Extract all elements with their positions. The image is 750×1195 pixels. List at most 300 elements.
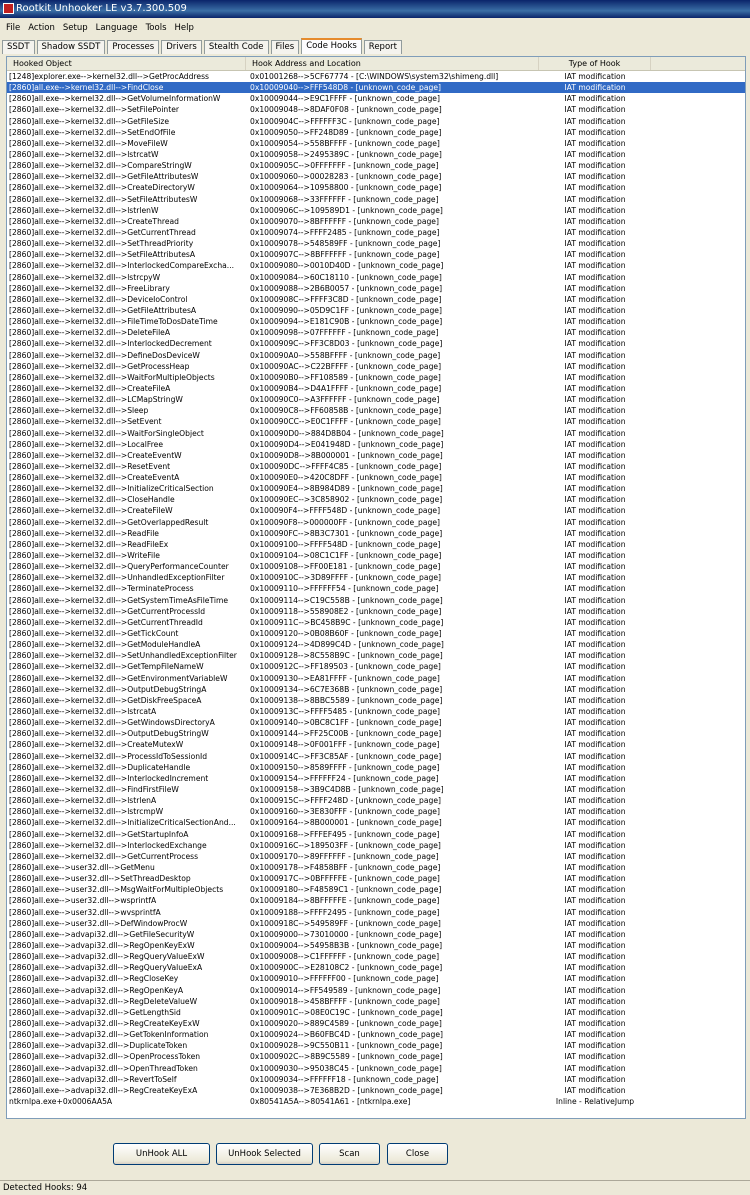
hooked-object-cell: [2860]all.exe-->user32.dll-->GetMenu — [9, 862, 155, 872]
hook-type-cell: IAT modification — [564, 996, 626, 1006]
hook-type-cell: IAT modification — [564, 974, 626, 984]
hook-address-cell: 0x10009040-->FFF548D8 - [unknown_code_page] — [250, 83, 441, 93]
hook-address-cell: 0x10009100-->FFFF548D - [unknown_code_page] — [250, 539, 441, 549]
hooked-object-cell: [2860]all.exe-->kernel32.dll-->MoveFileW — [9, 138, 168, 148]
hook-address-cell: 0x10009050-->FF248D89 - [unknown_code_page] — [250, 127, 442, 137]
hook-address-cell: 0x10009028-->9C550B11 - [unknown_code_page] — [250, 1041, 443, 1051]
hooked-object-cell: [2860]all.exe-->kernel32.dll-->InterlockedExchange — [9, 840, 207, 850]
table-row[interactable] — [7, 138, 745, 149]
table-row[interactable] — [7, 216, 745, 227]
table-row[interactable] — [7, 405, 745, 416]
hook-type-cell: IAT modification — [564, 862, 626, 872]
hook-address-cell: 0x1000917C-->0BFFFFFE - [unknown_code_page] — [250, 874, 440, 884]
hook-address-cell: 0x10009128-->8C558B9C - [unknown_code_page] — [250, 651, 443, 661]
tab-code-hooks[interactable]: Code Hooks — [301, 38, 362, 54]
hook-address-cell: 0x100090F4-->FFFF548D - [unknown_code_page] — [250, 506, 441, 516]
hook-address-cell: 0x1000915C-->FFFF248D - [unknown_code_page] — [250, 796, 441, 806]
hook-address-cell: 0x10009018-->458BFFFF - [unknown_code_page] — [250, 996, 440, 1006]
hook-address-cell: 0x10009090-->05D9C1FF - [unknown_code_page] — [250, 305, 442, 315]
table-row[interactable] — [7, 650, 745, 661]
table-row[interactable] — [7, 528, 745, 539]
hook-address-cell: 0x10009064-->10958800 - [unknown_code_page] — [250, 183, 442, 193]
hooked-object-cell: [2860]all.exe-->user32.dll-->SetThreadDesktop — [9, 874, 191, 884]
table-row[interactable] — [7, 82, 745, 93]
hooked-object-cell: [2860]all.exe-->kernel32.dll-->GetFileSize — [9, 116, 170, 126]
hooked-object-cell: [2860]all.exe-->kernel32.dll-->CreateEventW — [9, 450, 182, 460]
hook-type-cell: IAT modification — [564, 851, 626, 861]
hook-address-cell: 0x10009098-->07FFFFFF - [unknown_code_page] — [250, 328, 439, 338]
hook-address-cell: 0x10009054-->558BFFFF - [unknown_code_page] — [250, 138, 440, 148]
hook-type-cell: IAT modification — [564, 573, 626, 583]
menu-tools[interactable]: Tools — [145, 23, 167, 33]
hooked-object-cell: [2860]all.exe-->kernel32.dll-->GetCurrentThread — [9, 227, 196, 237]
hook-address-cell: 0x80541A5A-->80541A61 - [ntkrnlpa.exe] — [250, 1096, 411, 1106]
hook-type-cell: IAT modification — [564, 428, 626, 438]
hooked-object-cell: [2860]all.exe-->kernel32.dll-->lstrlenW — [9, 205, 159, 215]
table-row[interactable] — [7, 661, 745, 672]
table-row[interactable] — [7, 249, 745, 260]
table-row[interactable] — [7, 194, 745, 205]
hooked-object-cell: [2860]all.exe-->kernel32.dll-->InitializeCriticalSectionAnd... — [9, 818, 236, 828]
table-row[interactable] — [7, 160, 745, 171]
table-row[interactable] — [7, 873, 745, 884]
hook-address-cell: 0x100090EC-->3C858902 - [unknown_code_page] — [250, 495, 443, 505]
table-row[interactable] — [7, 505, 745, 516]
table-row[interactable] — [7, 884, 745, 895]
table-row[interactable] — [7, 372, 745, 383]
menu-language[interactable]: Language — [95, 23, 138, 33]
hooked-object-cell: [2860]all.exe-->kernel32.dll-->FreeLibrary — [9, 283, 170, 293]
hooked-object-cell: [2860]all.exe-->kernel32.dll-->DeviceIoControl — [9, 294, 188, 304]
hook-type-cell: IAT modification — [564, 1085, 626, 1095]
table-row[interactable] — [7, 907, 745, 918]
hook-type-cell: IAT modification — [564, 161, 626, 171]
table-row[interactable] — [7, 706, 745, 717]
table-row[interactable] — [7, 862, 745, 873]
hook-address-cell: 0x10009048-->8DAF0F08 - [unknown_code_page] — [250, 105, 442, 115]
hook-type-cell: IAT modification — [564, 606, 626, 616]
hook-address-cell: 0x10009030-->95038C45 - [unknown_code_page] — [250, 1063, 442, 1073]
table-row[interactable] — [7, 227, 745, 238]
table-row[interactable] — [7, 1096, 745, 1107]
hooked-object-cell: [2860]all.exe-->kernel32.dll-->CreateEventA — [9, 473, 180, 483]
hook-type-cell: IAT modification — [564, 617, 626, 627]
hooked-object-cell: [2860]all.exe-->kernel32.dll-->TerminateProcess — [9, 584, 194, 594]
table-row[interactable] — [7, 260, 745, 271]
unhook-selected-button[interactable]: UnHook Selected — [216, 1143, 313, 1165]
hooked-object-cell: [2860]all.exe-->kernel32.dll-->InterlockedIncrement — [9, 773, 209, 783]
tab-report[interactable]: Report — [364, 40, 402, 54]
table-row[interactable] — [7, 517, 745, 528]
table-row[interactable] — [7, 116, 745, 127]
hook-type-cell: Inline - RelativeJump — [555, 1096, 635, 1106]
hook-type-cell: IAT modification — [564, 952, 626, 962]
table-row[interactable] — [7, 572, 745, 583]
status-text: Detected Hooks: 94 — [3, 1183, 88, 1193]
hook-address-cell: 0x10009058-->2495389C - [unknown_code_page] — [250, 149, 442, 159]
hook-type-cell: IAT modification — [564, 83, 626, 93]
hooked-object-cell: [2860]all.exe-->kernel32.dll-->GetTickCount — [9, 629, 179, 639]
hooked-object-cell: [2860]all.exe-->kernel32.dll-->WaitForMultipleObjects — [9, 372, 215, 382]
hook-address-cell: 0x10009070-->8BFFFFFF - [unknown_code_page] — [250, 216, 439, 226]
table-row[interactable] — [7, 171, 745, 182]
hook-type-cell: IAT modification — [564, 785, 626, 794]
hook-address-cell: 0x10009060-->00028283 - [unknown_code_page] — [250, 172, 442, 182]
hook-type-cell: IAT modification — [564, 918, 626, 928]
table-row[interactable] — [7, 639, 745, 650]
table-row[interactable] — [7, 494, 745, 505]
tab-processes[interactable]: Processes — [107, 40, 159, 54]
hooked-object-cell: [2860]all.exe-->kernel32.dll-->GetCurrentProcess — [9, 851, 199, 861]
table-row[interactable] — [7, 583, 745, 594]
hooked-object-cell: [2860]all.exe-->kernel32.dll-->Sleep — [9, 406, 149, 416]
hook-type-cell: IAT modification — [564, 227, 626, 237]
table-row[interactable] — [7, 428, 745, 439]
table-row[interactable] — [7, 450, 745, 461]
column-hooked-object[interactable]: Hooked Object — [7, 57, 246, 70]
title-bar — [0, 0, 750, 18]
hook-address-cell: 0x100090D4-->E041948D - [unknown_code_page] — [250, 439, 444, 449]
table-row[interactable] — [7, 684, 745, 695]
hooked-object-cell: [2860]all.exe-->kernel32.dll-->WriteFile — [9, 551, 160, 561]
hooked-object-cell: [2860]all.exe-->kernel32.dll-->SetEndOfFile — [9, 127, 176, 137]
hooked-object-cell: [2860]all.exe-->kernel32.dll-->GetTempFileNameW — [9, 662, 204, 672]
table-row[interactable] — [7, 338, 745, 349]
table-row[interactable] — [7, 1051, 745, 1062]
hook-address-cell: 0x10009140-->0BC8C1FF - [unknown_code_page] — [250, 718, 442, 728]
hook-address-cell: 0x10009108-->FF00E181 - [unknown_code_page] — [250, 562, 441, 572]
hook-type-cell: IAT modification — [564, 796, 626, 806]
close-button[interactable]: Close — [387, 1143, 448, 1165]
table-row[interactable] — [7, 973, 745, 984]
hook-type-cell: IAT modification — [564, 406, 626, 416]
hook-address-cell: 0x10009148-->0F001FFF - [unknown_code_page] — [250, 740, 440, 750]
hooked-object-cell: [2860]all.exe-->kernel32.dll-->UnhandledExceptionFilter — [9, 573, 225, 583]
table-row[interactable] — [7, 127, 745, 138]
table-row[interactable] — [7, 316, 745, 327]
hook-address-cell: 0x10009088-->2B6B0057 - [unknown_code_page] — [250, 283, 443, 293]
hook-type-cell: IAT modification — [564, 829, 626, 839]
table-row[interactable] — [7, 305, 745, 316]
hooked-object-cell: [2860]all.exe-->user32.dll-->wsprintfA — [9, 896, 157, 906]
table-row[interactable] — [7, 996, 745, 1007]
table-row[interactable] — [7, 606, 745, 617]
hook-type-cell: IAT modification — [564, 305, 626, 315]
hooked-object-cell: [2860]all.exe-->kernel32.dll-->CloseHandle — [9, 495, 175, 505]
menu-file[interactable]: File — [6, 23, 21, 33]
table-row[interactable] — [7, 149, 745, 160]
hooked-object-cell: [2860]all.exe-->kernel32.dll-->FileTimeToDosDateTime — [9, 317, 218, 327]
tab-strip — [2, 38, 404, 54]
table-row[interactable] — [7, 182, 745, 193]
hook-address-cell: 0x1000911C-->BC458B9C - [unknown_code_page] — [250, 617, 444, 627]
hook-type-cell: IAT modification — [564, 461, 626, 471]
hook-type-cell: IAT modification — [564, 762, 626, 772]
hook-type-cell: IAT modification — [564, 662, 626, 672]
hooked-object-cell: [2860]all.exe-->kernel32.dll-->lstrlenA — [9, 796, 157, 806]
hooked-object-cell: [2860]all.exe-->kernel32.dll-->InterlockedDecrement — [9, 339, 212, 349]
hook-address-cell: 0x10009074-->FFFF2485 - [unknown_code_page] — [250, 227, 440, 237]
table-row[interactable] — [7, 762, 745, 773]
table-row[interactable] — [7, 695, 745, 706]
table-row[interactable] — [7, 1085, 745, 1096]
hook-type-cell: IAT modification — [564, 707, 626, 717]
table-row[interactable] — [7, 439, 745, 450]
hooked-object-cell: [2860]all.exe-->kernel32.dll-->CompareStringW — [9, 161, 192, 171]
table-row[interactable] — [7, 1074, 745, 1085]
table-row[interactable] — [7, 829, 745, 840]
hooked-object-cell: [2860]all.exe-->advapi32.dll-->RegDeleteValueW — [9, 996, 198, 1006]
hook-type-cell: IAT modification — [564, 985, 626, 995]
hook-type-cell: IAT modification — [564, 963, 626, 973]
hooked-object-cell: [2860]all.exe-->kernel32.dll-->GetProcessHeap — [9, 361, 190, 371]
hooked-object-cell: [2860]all.exe-->advapi32.dll-->GetFileSecurityW — [9, 929, 195, 939]
hook-address-cell: 0x10009114-->C19C558B - [unknown_code_page] — [250, 595, 443, 605]
hook-address-cell: 0x10009178-->F4858BFF - [unknown_code_page] — [250, 862, 441, 872]
table-row[interactable] — [7, 205, 745, 216]
menu-setup[interactable]: Setup — [62, 23, 88, 33]
hooked-object-cell: [2860]all.exe-->kernel32.dll-->ResetEvent — [9, 461, 171, 471]
hook-address-cell: 0x10009124-->4D899C4D - [unknown_code_page] — [250, 640, 444, 650]
table-row[interactable] — [7, 673, 745, 684]
table-row[interactable] — [7, 628, 745, 639]
hook-type-cell: IAT modification — [564, 1074, 626, 1084]
table-row[interactable] — [7, 728, 745, 739]
hook-address-cell: 0x100090E4-->8B984D89 - [unknown_code_page] — [250, 484, 443, 494]
hooked-object-cell: [2860]all.exe-->user32.dll-->DefWindowProcW — [9, 918, 188, 928]
hook-type-cell: IAT modification — [564, 1018, 626, 1028]
unhook-all-button[interactable]: UnHook ALL — [113, 1143, 210, 1165]
hooked-object-cell: [2860]all.exe-->advapi32.dll-->RegCreateKeyExW — [9, 1018, 200, 1028]
table-row[interactable] — [7, 773, 745, 784]
table-row[interactable] — [7, 1063, 745, 1074]
tab-files[interactable]: Files — [271, 40, 300, 54]
table-row[interactable] — [7, 851, 745, 862]
hooked-object-cell: [2860]all.exe-->kernel32.dll-->OutputDebugStringA — [9, 684, 207, 694]
hooked-object-cell: [1248]explorer.exe-->kernel32.dll-->GetProcAddress — [9, 72, 209, 81]
table-row[interactable] — [7, 940, 745, 951]
hooked-object-cell: [2860]all.exe-->kernel32.dll-->GetOverlappedResult — [9, 517, 209, 527]
table-row[interactable] — [7, 1029, 745, 1040]
table-row[interactable] — [7, 795, 745, 806]
tab-drivers[interactable]: Drivers — [161, 40, 202, 54]
hook-type-cell: IAT modification — [564, 1041, 626, 1051]
hooked-object-cell: [2860]all.exe-->kernel32.dll-->FindFirstFileW — [9, 785, 179, 794]
hook-type-cell: IAT modification — [564, 584, 626, 594]
hook-address-cell: 0x10009158-->3B9C4D8B - [unknown_code_page] — [250, 785, 444, 794]
hook-type-cell: IAT modification — [564, 94, 626, 104]
table-row[interactable] — [7, 238, 745, 249]
table-row[interactable] — [7, 461, 745, 472]
hook-type-cell: IAT modification — [564, 484, 626, 494]
hook-address-cell: 0x100090AC-->C22BFFFF - [unknown_code_page] — [250, 361, 442, 371]
hooked-object-cell: [2860]all.exe-->kernel32.dll-->QueryPerformanceCounter — [9, 562, 229, 572]
hook-address-cell: 0x10009034-->FFFFFF18 - [unknown_code_page] — [250, 1074, 439, 1084]
hook-type-cell: IAT modification — [564, 127, 626, 137]
tab-shadow-ssdt[interactable]: Shadow SSDT — [37, 40, 106, 54]
table-row[interactable] — [7, 327, 745, 338]
table-row[interactable] — [7, 806, 745, 817]
hook-type-cell: IAT modification — [564, 673, 626, 683]
hook-type-cell: IAT modification — [564, 1007, 626, 1017]
hook-address-cell: 0x10009150-->8589FFFF - [unknown_code_page] — [250, 762, 440, 772]
hook-type-cell: IAT modification — [564, 261, 626, 271]
hook-type-cell: IAT modification — [564, 216, 626, 226]
hooks-list[interactable] — [6, 56, 746, 1119]
table-row[interactable] — [7, 71, 745, 82]
hook-address-cell: 0x100090E0-->420C8DFF - [unknown_code_page] — [250, 473, 442, 483]
menu-bar — [0, 20, 750, 36]
hook-type-cell: IAT modification — [564, 629, 626, 639]
hooked-object-cell: [2860]all.exe-->kernel32.dll-->lstrcatA — [9, 707, 157, 717]
hook-type-cell: IAT modification — [564, 105, 626, 115]
hook-address-cell: 0x1000902C-->8B9C5589 - [unknown_code_page] — [250, 1052, 443, 1062]
hooked-object-cell: [2860]all.exe-->user32.dll-->MsgWaitForMultipleObjects — [9, 885, 224, 895]
hook-address-cell: 0x10009008-->C1FFFFFF - [unknown_code_page] — [250, 952, 440, 962]
table-row[interactable] — [7, 539, 745, 550]
hooked-object-cell: [2860]all.exe-->advapi32.dll-->OpenProcessToken — [9, 1052, 201, 1062]
table-row[interactable] — [7, 272, 745, 283]
table-row[interactable] — [7, 784, 745, 795]
hook-address-cell: 0x10009138-->8BBC5589 - [unknown_code_page] — [250, 695, 443, 705]
hooked-object-cell: [2860]all.exe-->kernel32.dll-->InterlockedCompareExcha... — [9, 261, 235, 271]
hooked-object-cell: [2860]all.exe-->kernel32.dll-->SetFileAttributesW — [9, 194, 198, 204]
table-row[interactable] — [7, 918, 745, 929]
table-row[interactable] — [7, 1040, 745, 1051]
table-row[interactable] — [7, 817, 745, 828]
hook-type-cell: IAT modification — [564, 907, 626, 917]
hooked-object-cell: [2860]all.exe-->kernel32.dll-->GetFileAttributesA — [9, 305, 197, 315]
hooked-object-cell: [2860]all.exe-->advapi32.dll-->RegOpenKeyExW — [9, 940, 195, 950]
menu-action[interactable]: Action — [28, 23, 55, 33]
tab-stealth-code[interactable]: Stealth Code — [204, 40, 269, 54]
button-bar — [0, 1143, 750, 1165]
hook-type-cell: IAT modification — [564, 1052, 626, 1062]
hook-type-cell: IAT modification — [564, 495, 626, 505]
table-row[interactable] — [7, 294, 745, 305]
table-row[interactable] — [7, 1018, 745, 1029]
hook-address-cell: 0x1000900C-->E28108C2 - [unknown_code_page] — [250, 963, 443, 973]
hooked-object-cell: [2860]all.exe-->kernel32.dll-->ReadFile — [9, 528, 159, 538]
hook-address-cell: 0x10009038-->7E368B2D - [unknown_code_page] — [250, 1085, 443, 1095]
hooked-object-cell: [2860]all.exe-->kernel32.dll-->DefineDosDeviceW — [9, 350, 200, 360]
hooked-object-cell: [2860]all.exe-->kernel32.dll-->SetFilePointer — [9, 105, 180, 115]
hooked-object-cell: [2860]all.exe-->kernel32.dll-->ReadFileEx — [9, 539, 169, 549]
table-row[interactable] — [7, 383, 745, 394]
hooked-object-cell: [2860]all.exe-->kernel32.dll-->DeleteFileA — [9, 328, 171, 338]
table-row[interactable] — [7, 617, 745, 628]
column-type-of-hook[interactable]: Type of Hook — [539, 57, 651, 70]
table-row[interactable] — [7, 739, 745, 750]
hook-type-cell: IAT modification — [564, 1030, 626, 1040]
table-row[interactable] — [7, 1007, 745, 1018]
table-row[interactable] — [7, 929, 745, 940]
hook-address-cell: 0x10009184-->8BFFFFFE - [unknown_code_page] — [250, 896, 440, 906]
hook-address-cell: 0x10009168-->FFFEF495 - [unknown_code_page] — [250, 829, 440, 839]
hook-type-cell: IAT modification — [564, 350, 626, 360]
hook-address-cell: 0x10009130-->EA81FFFF - [unknown_code_page] — [250, 673, 440, 683]
hook-type-cell: IAT modification — [564, 562, 626, 572]
table-row[interactable] — [7, 394, 745, 405]
table-row[interactable] — [7, 416, 745, 427]
hooked-object-cell: [2860]all.exe-->kernel32.dll-->CreateDirectoryW — [9, 183, 195, 193]
scan-button[interactable]: Scan — [319, 1143, 380, 1165]
hook-address-cell: 0x10009044-->E9C1FFFF - [unknown_code_page] — [250, 94, 440, 104]
hook-address-cell: 0x100090D8-->8B000001 - [unknown_code_page] — [250, 450, 443, 460]
hook-address-cell: 0x10009104-->08C1C1FF - [unknown_code_page] — [250, 551, 442, 561]
hook-address-cell: 0x10009094-->E181C90B - [unknown_code_page] — [250, 317, 443, 327]
hooked-object-cell: [2860]all.exe-->advapi32.dll-->OpenThreadToken — [9, 1063, 198, 1073]
hook-address-cell: 0x1000916C-->189503FF - [unknown_code_page] — [250, 840, 441, 850]
table-row[interactable] — [7, 951, 745, 962]
hook-address-cell: 0x1000914C-->FF3C85AF - [unknown_code_page] — [250, 751, 442, 761]
table-row[interactable] — [7, 550, 745, 561]
table-row[interactable] — [7, 840, 745, 851]
hook-address-cell: 0x1000907C-->8BFFFFFF - [unknown_code_page] — [250, 250, 440, 260]
hook-type-cell: IAT modification — [564, 339, 626, 349]
hooked-object-cell: [2860]all.exe-->kernel32.dll-->CreateMutexW — [9, 740, 184, 750]
window-title: Rootkit Unhooker LE v3.7.300.509 — [16, 3, 187, 14]
hooked-object-cell: [2860]all.exe-->kernel32.dll-->SetThreadPriority — [9, 239, 194, 249]
hook-address-cell: 0x10009144-->FF25C00B - [unknown_code_page] — [250, 729, 442, 739]
app-icon — [3, 3, 14, 14]
hook-address-cell: 0x100090C0-->A3FFFFFF - [unknown_code_page] — [250, 395, 440, 405]
table-row[interactable] — [7, 962, 745, 973]
table-row[interactable] — [7, 985, 745, 996]
table-row[interactable] — [7, 361, 745, 372]
hook-address-cell: 0x100090C8-->FF60858B - [unknown_code_page] — [250, 406, 442, 416]
hooked-object-cell: [2860]all.exe-->kernel32.dll-->InitializeCriticalSection — [9, 484, 214, 494]
hooked-object-cell: [2860]all.exe-->kernel32.dll-->DuplicateHandle — [9, 762, 191, 772]
hook-type-cell: IAT modification — [564, 328, 626, 338]
table-row[interactable] — [7, 350, 745, 361]
table-row[interactable] — [7, 561, 745, 572]
hook-type-cell: IAT modification — [564, 840, 626, 850]
hooked-object-cell: [2860]all.exe-->advapi32.dll-->RegCloseKey — [9, 974, 179, 984]
hooked-object-cell: [2860]all.exe-->kernel32.dll-->CreateThread — [9, 216, 179, 226]
hook-type-cell: IAT modification — [564, 740, 626, 750]
hook-address-cell: 0x10009110-->FFFFFF54 - [unknown_code_page] — [250, 584, 439, 594]
hook-type-cell: IAT modification — [564, 172, 626, 182]
hook-address-cell: 0x1000918C-->549589FF - [unknown_code_page] — [250, 918, 441, 928]
table-row[interactable] — [7, 751, 745, 762]
hook-type-cell: IAT modification — [564, 317, 626, 327]
hook-type-cell: IAT modification — [564, 361, 626, 371]
list-body — [7, 71, 745, 1107]
hook-address-cell: 0x1000913C-->FFFF5485 - [unknown_code_page] — [250, 707, 440, 717]
hook-address-cell: 0x100090DC-->FFFF4C85 - [unknown_code_page] — [250, 461, 442, 471]
hooked-object-cell: [2860]all.exe-->kernel32.dll-->GetCurrentThreadId — [9, 617, 203, 627]
column-hook-address[interactable]: Hook Address and Location — [246, 57, 539, 70]
hook-type-cell: IAT modification — [564, 773, 626, 783]
table-row[interactable] — [7, 595, 745, 606]
menu-help[interactable]: Help — [174, 23, 194, 33]
table-row[interactable] — [7, 283, 745, 294]
hook-type-cell: IAT modification — [564, 183, 626, 193]
table-row[interactable] — [7, 483, 745, 494]
table-row[interactable] — [7, 93, 745, 104]
hook-type-cell: IAT modification — [564, 517, 626, 527]
hook-address-cell: 0x1000905C-->0FFFFFFF - [unknown_code_page] — [250, 161, 439, 171]
table-row[interactable] — [7, 104, 745, 115]
table-row[interactable] — [7, 895, 745, 906]
table-row[interactable] — [7, 717, 745, 728]
hooked-object-cell: [2860]all.exe-->kernel32.dll-->GetVolumeInformationW — [9, 94, 221, 104]
table-row[interactable] — [7, 472, 745, 483]
hook-type-cell: IAT modification — [564, 450, 626, 460]
hooked-object-cell: [2860]all.exe-->user32.dll-->wvsprintfA — [9, 907, 161, 917]
tab-ssdt[interactable]: SSDT — [2, 40, 35, 54]
